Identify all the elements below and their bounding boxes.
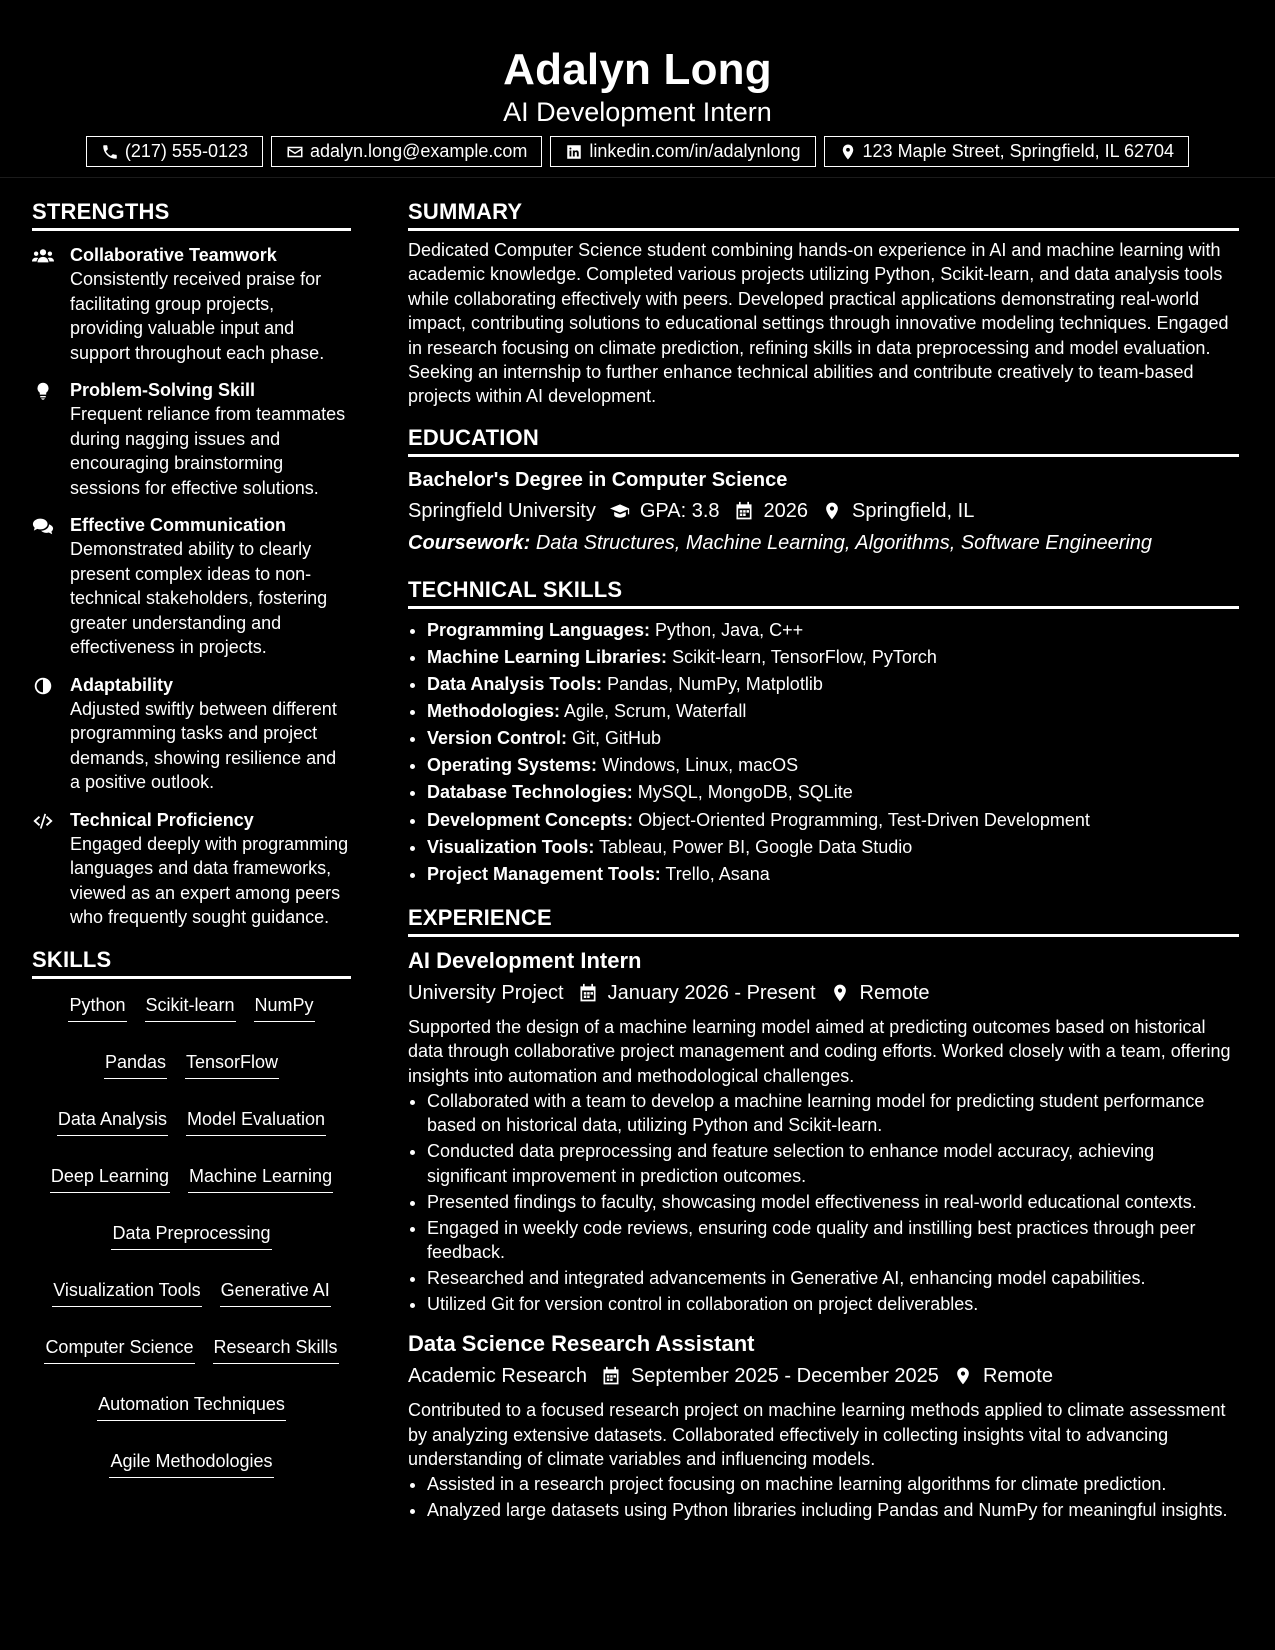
- resume-header: [0, 0, 1275, 178]
- technical-skill-value: Pandas, NumPy, Matplotlib: [607, 674, 823, 695]
- technical-skill-item: [427, 807, 1239, 834]
- strengths-list: [32, 243, 351, 930]
- skill-tag: Data Preprocessing: [111, 1221, 271, 1250]
- degree-title: Bachelor's Degree in Computer Science: [408, 468, 788, 491]
- skill-tag: Visualization Tools: [52, 1278, 201, 1307]
- skill-tag: Python: [68, 993, 126, 1022]
- strength-item: [32, 673, 351, 795]
- job-description: Contributed to a focused research project on machine learning methods applied to climate assessment by analyzing extensive datasets. Collaborated effectively in collecting insights vital to advancing understanding of climate variables and influencing models.: [408, 1400, 1226, 1469]
- experience-entry: [408, 1330, 1239, 1523]
- technical-skill-value: Object-Oriented Programming, Test-Driven Development: [638, 809, 1090, 830]
- coursework-list: Data Structures, Machine Learning, Algorithms, Software Engineering: [535, 531, 1153, 554]
- coursework: [408, 528, 1239, 558]
- summary-heading: SUMMARY: [408, 196, 1239, 231]
- skill-tag: Model Evaluation: [186, 1107, 326, 1136]
- skill-tag: Research Skills: [213, 1335, 339, 1364]
- skill-tag: Scikit-learn: [145, 993, 236, 1022]
- calendar-icon: [578, 983, 598, 1003]
- technical-skill-value: Git, GitHub: [572, 728, 662, 749]
- job-location: Remote: [982, 1365, 1053, 1388]
- technical-skill-value: Scikit-learn, TensorFlow, PyTorch: [672, 646, 937, 667]
- education-meta: [408, 496, 1239, 526]
- school-name: Springfield University: [408, 499, 596, 522]
- experience-entry: [408, 947, 1239, 1316]
- location-icon: [822, 501, 842, 521]
- job-bullet: • Engaged in weekly code reviews, ensuring code quality and instilling best practices through peer feedback.: [427, 1216, 1239, 1265]
- users-icon: [32, 246, 54, 266]
- job-bullet: • Assisted in a research project focusing on machine learning algorithms for climate prediction.: [427, 1472, 1239, 1496]
- job-dates: January 2026 - Present: [607, 981, 816, 1004]
- contact-phone: [86, 136, 263, 167]
- calendar-icon: [601, 1366, 621, 1386]
- address-text: 123 Maple Street, Springfield, IL 62704: [862, 141, 1175, 161]
- phone-icon: [101, 143, 119, 161]
- right-column: [408, 196, 1239, 1524]
- technical-skill-item: [427, 617, 1239, 644]
- strength-desc: Adjusted swiftly between different programming tasks and project demands, showing resilience and a positive outlook.: [70, 698, 337, 792]
- location-icon: [830, 983, 850, 1003]
- strength-item: [32, 808, 351, 930]
- technical-skills-list: [408, 617, 1239, 888]
- job-bullet: • Conducted data preprocessing and feature selection to enhance model accuracy, achieving significant improvement in prediction outcomes.: [427, 1139, 1239, 1188]
- experience-heading: EXPERIENCE: [408, 902, 1239, 937]
- strength-title: Technical Proficiency: [70, 809, 254, 830]
- job-bullet: • Researched and integrated advancements in Generative AI, enhancing model capabilities.: [427, 1266, 1239, 1290]
- technical-skill-label: Methodologies:: [427, 701, 560, 722]
- technical-skills-heading: TECHNICAL SKILLS: [408, 574, 1239, 609]
- skill-tag: NumPy: [254, 993, 315, 1022]
- location-icon: [839, 143, 857, 161]
- graduation-cap-icon: [610, 501, 630, 521]
- technical-skill-item: [427, 834, 1239, 861]
- strength-item: [32, 378, 351, 500]
- technical-skill-label: Version Control:: [427, 728, 568, 749]
- strength-item: [32, 513, 351, 660]
- technical-skill-label: Project Management Tools:: [427, 863, 661, 884]
- strengths-heading: STRENGTHS: [32, 196, 351, 231]
- contact-address: [824, 136, 1190, 167]
- job-description: Supported the design of a machine learning model aimed at predicting outcomes based on historical data through collaborative project management and coding efforts. Worked closely with a team, offering insights into automation and methodological challenges.: [408, 1016, 1231, 1086]
- job-meta: [408, 978, 1239, 1008]
- skill-tag: Data Analysis: [57, 1107, 168, 1136]
- job-bullets: [408, 1472, 1239, 1522]
- education-heading: EDUCATION: [408, 422, 1239, 457]
- strength-title: Collaborative Teamwork: [70, 245, 277, 265]
- technical-skill-label: Development Concepts:: [427, 809, 634, 830]
- technical-skill-item: [427, 671, 1239, 698]
- technical-skill-label: Database Technologies:: [427, 782, 633, 803]
- strength-title: Adaptability: [70, 674, 174, 695]
- skill-tag: Generative AI: [220, 1278, 331, 1307]
- half-circle-icon: [32, 676, 54, 696]
- technical-skill-label: Data Analysis Tools:: [427, 674, 603, 695]
- skill-tag: Machine Learning: [188, 1164, 333, 1193]
- skill-tag: Deep Learning: [50, 1164, 170, 1193]
- strength-desc: Consistently received praise for facilitating group projects, providing valuable input and support throughout each phase.: [70, 269, 325, 363]
- job-organization: Academic Research: [408, 1365, 587, 1388]
- job-bullet: • Collaborated with a team to develop a machine learning model for predicting student performance based on historical data, utilizing Python and Scikit-learn.: [427, 1089, 1239, 1138]
- job-bullet: • Analyzed large datasets using Python libraries including Pandas and NumPy for meaningful insights.: [427, 1498, 1239, 1522]
- skill-tag: Automation Techniques: [97, 1392, 286, 1421]
- school-location: Springfield, IL: [852, 499, 975, 522]
- contact-bar: [0, 136, 1275, 167]
- job-title: AI Development Intern: [408, 947, 642, 973]
- contact-email[interactable]: [271, 136, 542, 167]
- skill-tag: Computer Science: [44, 1335, 194, 1364]
- technical-skill-item: [427, 861, 1239, 888]
- coursework-label: Coursework:: [408, 531, 531, 554]
- skills-heading: SKILLS: [32, 944, 351, 979]
- technical-skill-value: Trello, Asana: [665, 863, 770, 884]
- strength-title: Problem-Solving Skill: [70, 380, 256, 400]
- email-icon: [286, 143, 304, 161]
- candidate-title: AI Development Intern: [503, 97, 772, 127]
- job-dates: September 2025 - December 2025: [630, 1365, 939, 1388]
- job-title: Data Science Research Assistant: [408, 1331, 755, 1357]
- comments-icon: [32, 516, 54, 536]
- technical-skill-item: [427, 644, 1239, 671]
- experience-list: [408, 947, 1239, 1523]
- job-organization: University Project: [408, 981, 564, 1004]
- job-location: Remote: [859, 981, 930, 1004]
- technical-skill-value: Tableau, Power BI, Google Data Studio: [599, 836, 913, 857]
- job-meta: [408, 1361, 1239, 1391]
- strength-item: [32, 243, 351, 365]
- graduation-year: 2026: [763, 499, 809, 522]
- technical-skill-label: Machine Learning Libraries:: [427, 646, 668, 667]
- calendar-icon: [734, 501, 754, 521]
- technical-skill-item: [427, 725, 1239, 752]
- linkedin-icon: [565, 143, 583, 161]
- technical-skill-value: Agile, Scrum, Waterfall: [564, 701, 747, 722]
- job-bullet: • Presented findings to faculty, showcasing model effectiveness in real-world educational contexts.: [427, 1190, 1239, 1214]
- strength-desc: Demonstrated ability to clearly present complex ideas to non-technical stakeholders, fostering greater understanding and effectiveness in projects.: [70, 539, 328, 657]
- skill-tag: TensorFlow: [185, 1050, 279, 1079]
- technical-skill-value: Python, Java, C++: [655, 619, 804, 640]
- strength-desc: Frequent reliance from teammates during nagging issues and encouraging brainstorming sessions for effective solutions.: [70, 404, 346, 498]
- skill-tag: Pandas: [104, 1050, 167, 1079]
- location-icon: [953, 1366, 973, 1386]
- left-column: [32, 196, 351, 1492]
- lightbulb-icon: [32, 381, 54, 401]
- technical-skill-label: Visualization Tools:: [427, 836, 595, 857]
- phone-text: (217) 555-0123: [124, 141, 248, 161]
- technical-skill-label: Programming Languages:: [427, 619, 651, 640]
- technical-skill-item: [427, 698, 1239, 725]
- technical-skill-item: [427, 752, 1239, 779]
- strength-title: Effective Communication: [70, 515, 287, 535]
- technical-skill-label: Operating Systems:: [427, 755, 598, 776]
- skills-tag-list: [32, 993, 351, 1492]
- candidate-name: Adalyn Long: [503, 45, 772, 94]
- technical-skill-value: Windows, Linux, macOS: [602, 755, 799, 776]
- gpa: GPA: 3.8: [639, 499, 720, 522]
- summary-text: Dedicated Computer Science student combining hands-on experience in AI and machine learning with academic knowledge. Completed various projects utilizing Python, Scikit-learn, and data analysis tools while collaborating effectively with peers. Developed practical applications demonstrating real-world impact, contributing solutions to educational settings through innovative modeling techniques. Engaged in research focusing on climate prediction, refining skills in data preprocessing and model evaluation. Seeking an internship to further enhance technical abilities and contribute creatively to team-based projects within AI development.: [408, 240, 1229, 407]
- code-icon: [32, 811, 54, 831]
- job-bullet: • Utilized Git for version control in collaboration on project deliverables.: [427, 1292, 1239, 1316]
- skill-tag: Agile Methodologies: [109, 1449, 273, 1478]
- job-bullets: [408, 1089, 1239, 1316]
- technical-skill-item: [427, 779, 1239, 806]
- strength-desc: Engaged deeply with programming languages and data frameworks, viewed as an expert among peers who frequently sought guidance.: [70, 833, 349, 927]
- linkedin-text: linkedin.com/in/adalynlong: [589, 141, 801, 161]
- email-text: adalyn.long@example.com: [310, 141, 528, 161]
- technical-skill-value: MySQL, MongoDB, SQLite: [637, 782, 853, 803]
- contact-linkedin[interactable]: [550, 136, 815, 167]
